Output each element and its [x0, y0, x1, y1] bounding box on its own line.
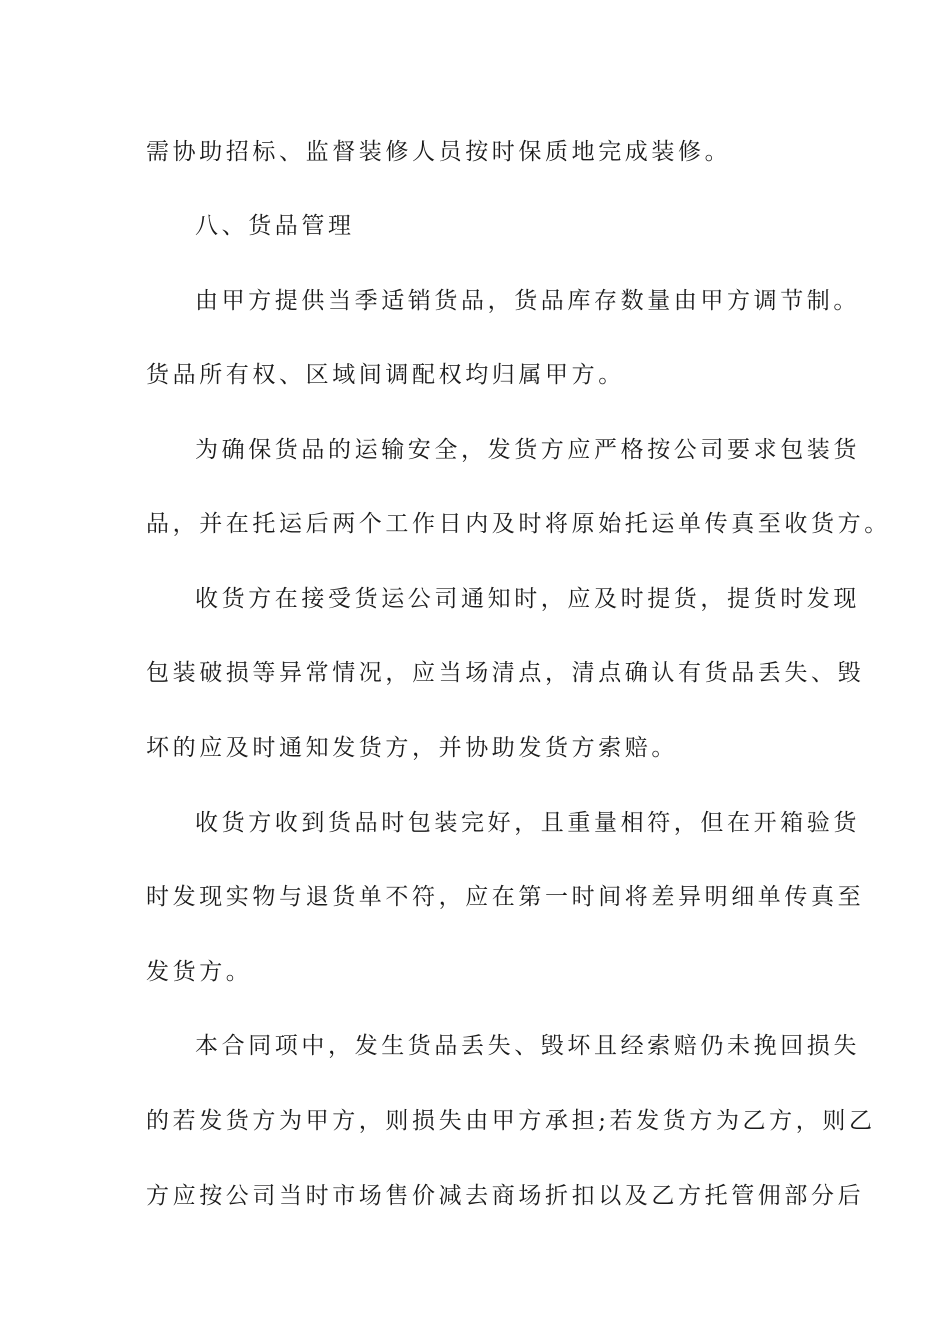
text-line: 收货方在接受货运公司通知时，应及时提货，提货时发现 [195, 586, 860, 612]
text-line: 收货方收到货品时包装完好，且重量相符，但在开箱验货 [195, 810, 860, 836]
text-line: 的若发货方为甲方，则损失由甲方承担;若发货方为乙方，则乙 [146, 1108, 876, 1134]
text-line: 本合同项中，发生货品丢失、毁坏且经索赔仍未挽回损失 [195, 1033, 860, 1059]
section-heading: 八、货品管理 [195, 213, 355, 239]
text-line: 坏的应及时通知发货方，并协助发货方索赔。 [146, 735, 678, 761]
text-line: 为确保货品的运输安全，发货方应严格按公司要求包装货 [195, 437, 860, 463]
text-line: 品，并在托运后两个工作日内及时将原始托运单传真至收货方。 [146, 511, 891, 537]
text-line: 需协助招标、监督装修人员按时保质地完成装修。 [146, 139, 732, 165]
text-line: 由甲方提供当季适销货品，货品库存数量由甲方调节制。 [195, 288, 860, 314]
text-line: 货品所有权、区域间调配权均归属甲方。 [146, 362, 625, 388]
text-line: 时发现实物与退货单不符，应在第一时间将差异明细单传真至 [146, 884, 865, 910]
text-line: 发货方。 [146, 959, 253, 985]
text-line: 包装破损等异常情况，应当场清点，清点确认有货品丢失、毁 [146, 660, 865, 686]
text-line: 方应按公司当时市场售价减去商场折扣以及乙方托管佣部分后 [146, 1183, 865, 1209]
